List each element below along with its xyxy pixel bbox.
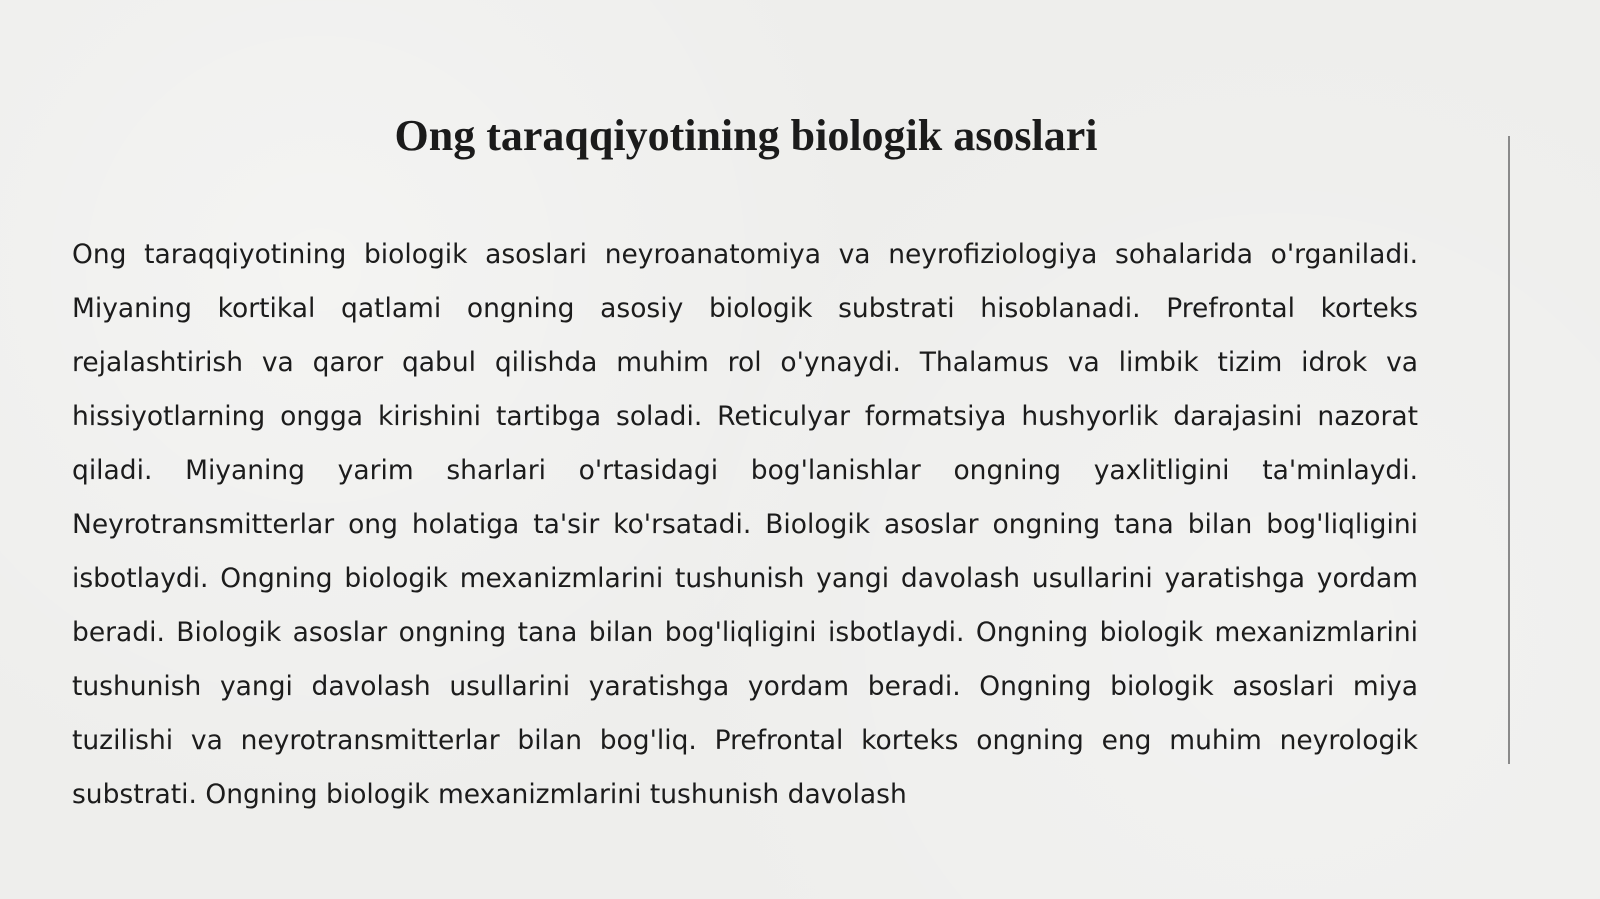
slide-title: Ong taraqqiyotining biologik asoslari (394, 111, 1098, 160)
slide-body-text: Ong taraqqiyotining biologik asoslari neyroanatomiya va neyrofiziologiya sohalarida o'rganiladi. Miyaning kortikal qatlami ongning asosiy biologik substrati hisoblanadi. Prefrontal korteks rejalashtirish va qaror qabul qilishda muhim rol o'ynaydi. Thalamus va limbik tizim idrok va hissiyotlarning ongga kirishini tartibga soladi. Reticulyar formatsiya hushyorlik darajasini nazorat qiladi. Miyaning yarim sharlari o'rtasidagi bog'lanishlar ongning yaxlitligini ta'minlaydi. Neyrotransmitterlar ong holatiga ta'sir ko'rsatadi. Biologik asoslar ongning tana bilan bog'liqligini isbotlaydi. Ongning biologik mexanizmlarini tushunish yangi davolash usullarini yaratishga yordam beradi. Biologik asoslar ongning tana bilan bog'liqligini isbotlaydi. Ongning biologik mexanizmlarini tushunish yangi davolash usullarini yaratishga yordam beradi. Ongning biologik asoslari miya tuzilishi va neyrotransmitterlar bilan bog'liq. Prefrontal korteks ongning eng muhim neyrologik substrati. Ongning biologik mexanizmlarini tushunish davolash (72, 239, 1418, 810)
vertical-divider (1508, 136, 1510, 764)
